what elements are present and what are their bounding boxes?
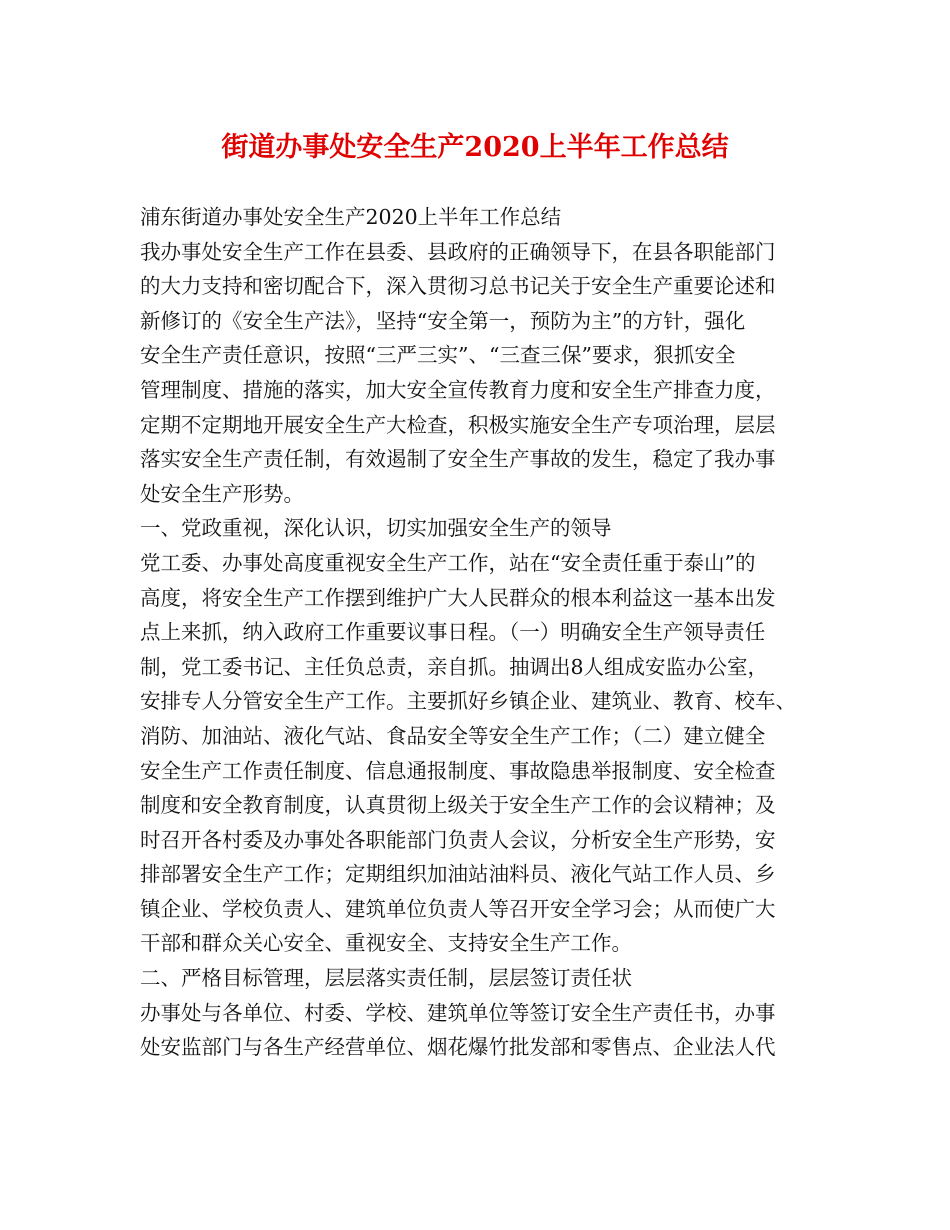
- body-line: 消防、加油站、液化气站、食品安全等安全生产工作；（二）建立健全: [140, 723, 766, 748]
- body-line: 制度和安全教育制度，认真贯彻上级关于安全生产工作的会议精神；及: [140, 793, 776, 818]
- body-line: 时召开各村委及办事处各职能部门负责人会议，分析安全生产形势，安: [140, 827, 776, 852]
- body-line: 我办事处安全生产工作在县委、县政府的正确领导下，在县各职能部门: [140, 239, 776, 264]
- body-line: 定期不定期地开展安全生产大检查，积极实施安全生产专项治理，层层: [140, 412, 776, 437]
- body-line: 干部和群众关心安全、重视安全、支持安全生产工作。: [140, 931, 632, 956]
- body-line: 安排专人分管安全生产工作。主要抓好乡镇企业、建筑业、教育、校车、: [140, 689, 796, 714]
- body-line: 排部署安全生产工作；定期组织加油站油料员、液化气站工作人员、乡: [140, 862, 776, 887]
- body-line: 处安监部门与各生产经营单位、烟花爆竹批发部和零售点、企业法人代: [140, 1035, 776, 1060]
- body-line: 安全生产工作责任制度、信息通报制度、事故隐患举报制度、安全检查: [140, 758, 776, 783]
- document-body: [140, 200, 820, 1065]
- body-line: 浦东街道办事处安全生产2020上半年工作总结: [140, 205, 562, 229]
- body-line: 处安全生产形势。: [140, 481, 304, 506]
- body-line: 党工委、办事处高度重视安全生产工作，站在“安全责任重于泰山”的: [140, 550, 756, 575]
- body-line: 制，党工委书记、主任负总责，亲自抓。抽调出8人组成安监办公室，: [140, 654, 769, 679]
- body-line: 的大力支持和密切配合下，深入贯彻习总书记关于安全生产重要论述和: [140, 274, 776, 299]
- body-line: 镇企业、学校负责人、建筑单位负责人等召开安全学习会；从而使广大: [140, 896, 776, 921]
- body-line: 管理制度、措施的落实，加大安全宣传教育力度和安全生产排查力度，: [140, 377, 776, 402]
- body-line: 高度，将安全生产工作摆到维护广大人民群众的根本利益这一基本出发: [140, 585, 776, 610]
- body-line: 安全生产责任意识，按照“三严三实”、“三查三保”要求，狠抓安全: [140, 343, 736, 368]
- section-heading: 一、党政重视，深化认识，切实加强安全生产的领导: [140, 516, 612, 541]
- body-line: 办事处与各单位、村委、学校、建筑单位等签订安全生产责任书，办事: [140, 1000, 776, 1025]
- document-title: 街道办事处安全生产2020上半年工作总结: [221, 132, 729, 163]
- body-line: 落实安全生产责任制，有效遏制了安全生产事故的发生，稳定了我办事: [140, 447, 776, 472]
- body-line: 新修订的《安全生产法》，坚持“安全第一，预防为主”的方针，强化: [140, 308, 746, 333]
- body-line: 点上来抓，纳入政府工作重要议事日程。（一）明确安全生产领导责任: [140, 620, 766, 645]
- section-heading: 二、严格目标管理，层层落实责任制，层层签订责任状: [140, 966, 632, 991]
